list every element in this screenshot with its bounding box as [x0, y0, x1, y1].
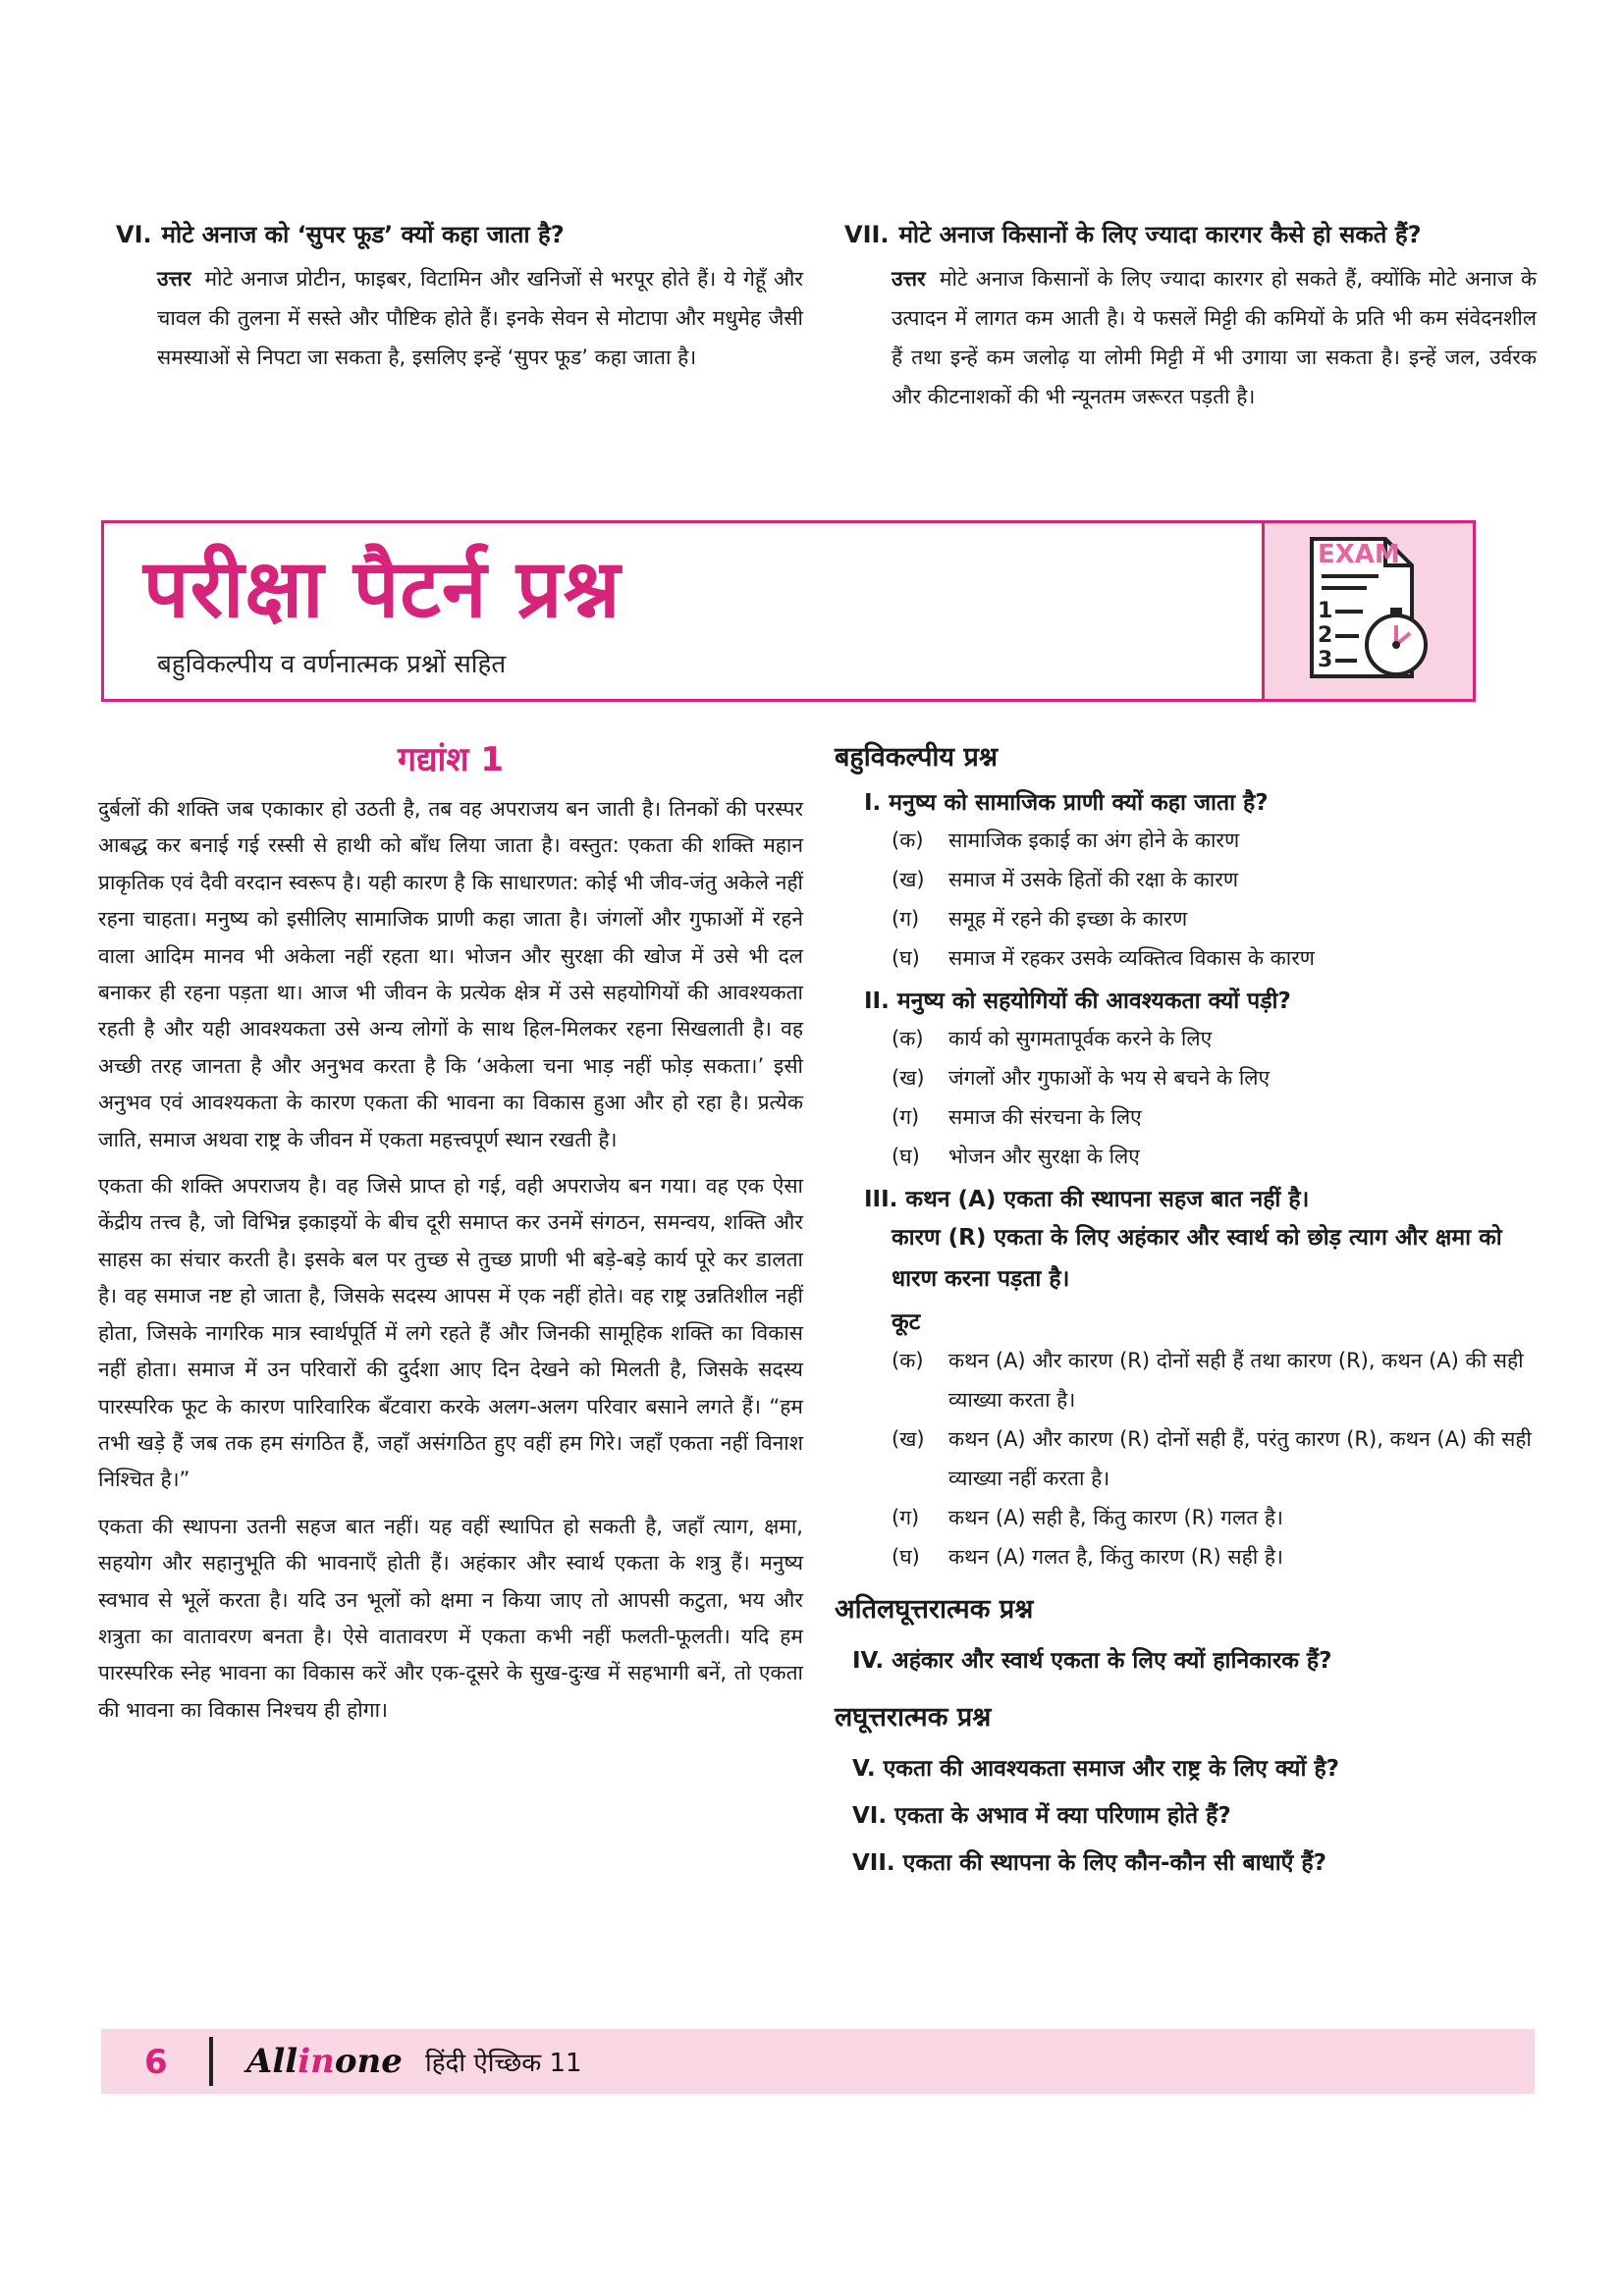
option-text: कथन (A) गलत है, किंतु कारण (R) सही है।: [948, 1545, 1283, 1569]
book-title: हिंदी ऐच्छिक 11: [425, 2049, 582, 2078]
very-short-heading: अतिलघूत्तरात्मक प्रश्न: [835, 1594, 1034, 1625]
question-text: अहंकार और स्वार्थ एकता के लिए क्यों हानिकारक हैं?: [892, 1648, 1332, 1674]
option: [892, 1058, 1532, 1097]
question-number: II.: [864, 988, 890, 1014]
option-label: (ग): [892, 1105, 920, 1129]
option-label: (घ): [892, 946, 920, 970]
option: [892, 1537, 1532, 1576]
section-banner: [101, 520, 1476, 702]
answer-label: उत्तर: [892, 267, 926, 291]
very-short-question-4: [835, 1637, 1532, 1684]
option-label: (ग): [892, 1506, 920, 1529]
question-number: VI.: [852, 1803, 888, 1829]
question-text: मोटे अनाज किसानों के लिए ज्यादा कारगर कैसे हो सकते हैं?: [898, 221, 1422, 248]
option-label: (ख): [892, 868, 925, 891]
option: [892, 1097, 1532, 1137]
page-number: 6: [144, 2043, 168, 2082]
option-text: कार्य को सुगमतापूर्वक करने के लिए: [948, 1027, 1213, 1050]
option-label: (ग): [892, 907, 920, 931]
brand-logo: [246, 2039, 403, 2084]
option: [892, 821, 1532, 860]
passage-paragraph-2: एकता की शक्ति अपराजय है। वह जिसे प्राप्त हो गई, वही अपराजेय बन गया। वह एक ऐसा केंद्रीय तत्त्व है, जो विभिन्न इकाइयों के बीच दूरी समाप्त कर उनमें संगठन, समन्वय, शक्ति और साहस का संचार करती है। इसके बल पर तुच्छ से तुच्छ प्राणी भी बड़े-बड़े कार्य पूरे कर डालता है। वह समाज नष्ट हो जाता है, जिसके सदस्य आपस में एक नहीं होते। वह राष्ट्र उन्नतिशील नहीं होता, जिसके नागरिक मात्र स्वार्थपूर्ति में लगे रहते हैं और जिनकी सामूहिक शक्ति का विकास नहीं होता। समाज में उन परिवारों की दुर्दशा आए दिन देखने को मिलती है, जिसके सदस्य पारस्परिक फूट के कारण पारिवारिक बँटवारा करके अलग-अलग परिवार बसाने लगते हैं। “हम तभी खड़े हैं जब तक हम संगठित हैं, जहाँ असंगठित हुए वहीं हम गिरे। जहाँ एकता नहीं विनाश निश्चित है।”: [98, 1174, 803, 1492]
option-label: (घ): [892, 1145, 920, 1168]
option: [892, 1019, 1532, 1058]
koot-label: कूट: [892, 1309, 921, 1335]
top-question-7: [844, 218, 1537, 416]
mcq-heading: बहुविकल्पीय प्रश्न: [835, 742, 998, 773]
mcq-question-2: [835, 984, 1532, 1019]
question-number: VII.: [852, 1850, 895, 1876]
short-question-7: [835, 1840, 1532, 1887]
section-subtitle: बहुविकल्पीय व वर्णनात्मक प्रश्नों सहित: [157, 650, 507, 679]
answer-text: मोटे अनाज प्रोटीन, फाइबर, विटामिन और खनिजों से भरपूर होते हैं। ये गेहूँ और चावल की तुलना में सस्ते और पौष्टिक होते हैं। इनके सेवन से मोटापा और मधुमेह जैसी समस्याओं से निपटा जा सकता है, इसलिए इन्हें ‘सुपर फूड’ कहा जाता है।: [157, 267, 803, 369]
question-text: एकता की स्थापना के लिए कौन-कौन सी बाधाएँ हैं?: [902, 1850, 1326, 1876]
option-label: (ख): [892, 1427, 925, 1451]
option: [892, 1498, 1532, 1537]
option-label: (ख): [892, 1066, 925, 1090]
brand-part-2: in: [298, 2042, 335, 2081]
question-text: एकता की आवश्यकता समाज और राष्ट्र के लिए क्यों है?: [883, 1756, 1340, 1782]
option: [892, 1419, 1532, 1498]
passage-paragraph-3: एकता की स्थापना उतनी सहज बात नहीं। यह वहीं स्थापित हो सकती है, जहाँ त्याग, क्षमा, सहयोग और सहानुभूति की भावनाएँ होती हैं। अहंकार और स्वार्थ एकता के शत्रु हैं। मनुष्य स्वभाव से भूलें करता है। यदि उन भूलों को क्षमा न किया जाए तो आपसी कटुता, भय और शत्रुता का वातावरण बनता है। ऐसे वातावरण में एकता कभी नहीं फलती-फूलती। यदि हम पारस्परिक स्नेह भावना का विकास करें और एक-दूसरे के सुख-दुःख में सहभागी बनें, तो एकता की भावना का विकास निश्चय ही होगा।: [98, 1514, 803, 1722]
option: [892, 860, 1532, 899]
option-text: कथन (A) और कारण (R) दोनों सही हैं, परंतु कारण (R), कथन (A) की सही व्याख्या नहीं करता है।: [948, 1427, 1532, 1490]
banner-icon-panel: [1262, 523, 1473, 699]
question-text: मोटे अनाज को ‘सुपर फूड’ क्यों कहा जाता है?: [161, 221, 565, 248]
option: [892, 938, 1532, 978]
option-text: समाज में उसके हितों की रक्षा के कारण: [948, 868, 1239, 891]
option: [892, 1137, 1532, 1176]
answer-text: मोटे अनाज किसानों के लिए ज्यादा कारगर हो सकते हैं, क्योंकि मोटे अनाज के उत्पादन में लागत कम आती है। ये फसलें मिट्टी की कमियों के प्रति भी कम संवेदनशील हैं तथा इन्हें कम जलोढ़ या लोमी मिट्टी में भी उगाया जा सकता है। इन्हें जल, उर्वरक और कीटनाशकों की भी न्यूनतम जरूरत पड़ती है।: [892, 267, 1537, 408]
option: [892, 899, 1532, 938]
mcq-question-1: [835, 785, 1532, 821]
question-text: मनुष्य को सहयोगियों की आवश्यकता क्यों पड़ी?: [896, 988, 1291, 1014]
mcq-options-2: [835, 1019, 1532, 1176]
top-question-6: [116, 218, 803, 377]
answer-label: उत्तर: [157, 267, 191, 291]
option-label: (क): [892, 1349, 924, 1372]
mcq-options-3: [835, 1341, 1532, 1576]
mcq-question-3: [835, 1182, 1532, 1217]
brand-part-3: one: [334, 2042, 403, 2081]
option-label: (क): [892, 1027, 924, 1050]
question-text: कथन (A) एकता की स्थापना सहज बात नहीं है।: [905, 1187, 1310, 1212]
answer: [116, 259, 803, 377]
question-number: I.: [864, 790, 882, 816]
page-footer: [101, 2029, 1535, 2094]
passage-title: गद्यांश 1: [398, 740, 504, 779]
brand-part-1: All: [246, 2042, 298, 2081]
exam-label: EXAM: [1318, 540, 1400, 569]
question-number: V.: [852, 1756, 876, 1782]
assertion-reason: कारण (R) एकता के लिए अहंकार और स्वार्थ को छोड़ त्याग और क्षमा को धारण करना पड़ता है।: [892, 1225, 1502, 1292]
option-text: समाज की संरचना के लिए: [948, 1105, 1142, 1129]
option: [892, 1341, 1532, 1419]
question-number: III.: [864, 1187, 898, 1212]
option-text: समूह में रहने की इच्छा के कारण: [948, 907, 1188, 931]
question-number: IV.: [852, 1648, 885, 1674]
short-question-6: [835, 1792, 1532, 1840]
option-text: कथन (A) और कारण (R) दोनों सही हैं तथा कारण (R), कथन (A) की सही व्याख्या करता है।: [948, 1349, 1524, 1412]
option-text: कथन (A) सही है, किंतु कारण (R) गलत है।: [948, 1506, 1283, 1529]
question-number: VI.: [116, 221, 152, 248]
questions-column: [835, 738, 1532, 1887]
answer: [844, 259, 1537, 416]
question-text: मनुष्य को सामाजिक प्राणी क्यों कहा जाता है?: [889, 790, 1269, 816]
list-number-3: 3: [1318, 648, 1333, 672]
option-text: भोजन और सुरक्षा के लिए: [948, 1145, 1140, 1168]
question-text: एकता के अभाव में क्या परिणाम होते हैं?: [894, 1803, 1231, 1829]
list-number-1: 1: [1318, 599, 1333, 623]
mcq-options-1: [835, 821, 1532, 978]
passage-column: [98, 738, 803, 1738]
passage-paragraph-1: दुर्बलों की शक्ति जब एकाकार हो उठती है, तब वह अपराजय बन जाती है। तिनकों की परस्पर आबद्ध कर बनाई गई रस्सी से हाथी को बाँध लिया जाता है। वस्तुत: एकता की शक्ति महान प्राकृतिक एवं दैवी वरदान स्वरूप है। यही कारण है कि साधारणत: कोई भी जीव-जंतु अकेले नहीं रहना चाहता। मनुष्य को इसीलिए सामाजिक प्राणी कहा जाता है। जंगलों और गुफाओं में रहने वाला आदिम मानव भी अकेला नहीं रहता था। भोजन और सुरक्षा की खोज में उसे भी दल बनाकर ही रहना पड़ता था। आज भी जीवन के प्रत्येक क्षेत्र में उसे सहयोगियों की आवश्यकता रहती है और यही आवश्यकता उसे अन्य लोगों के साथ हिल-मिलकर रहना सिखलाती है। वह अच्छी तरह जानता है और अनुभव करता है कि ‘अकेला चना भाड़ नहीं फोड़ सकता।’ इसी अनुभव एवं आवश्यकता के कारण एकता की भावना का विकास हुआ और हो रहा है। प्रत्येक जाति, समाज अथवा राष्ट्र के जीवन में एकता महत्त्वपूर्ण स्थान रखती है।: [98, 797, 803, 1151]
short-question-5: [835, 1745, 1532, 1792]
exam-stopwatch-icon: [1302, 529, 1439, 694]
short-heading: लघूत्तरात्मक प्रश्न: [835, 1702, 992, 1733]
option-label: (क): [892, 828, 924, 852]
option-label: (घ): [892, 1545, 920, 1569]
question-number: VII.: [844, 221, 890, 248]
list-number-2: 2: [1318, 623, 1333, 648]
option-text: समाज में रहकर उसके व्यक्तित्व विकास के कारण: [948, 946, 1315, 970]
footer-divider: [209, 2037, 213, 2086]
section-title: परीक्षा पैटर्न प्रश्न: [143, 543, 622, 636]
option-text: सामाजिक इकाई का अंग होने के कारण: [948, 828, 1240, 852]
option-text: जंगलों और गुफाओं के भय से बचने के लिए: [948, 1066, 1271, 1090]
